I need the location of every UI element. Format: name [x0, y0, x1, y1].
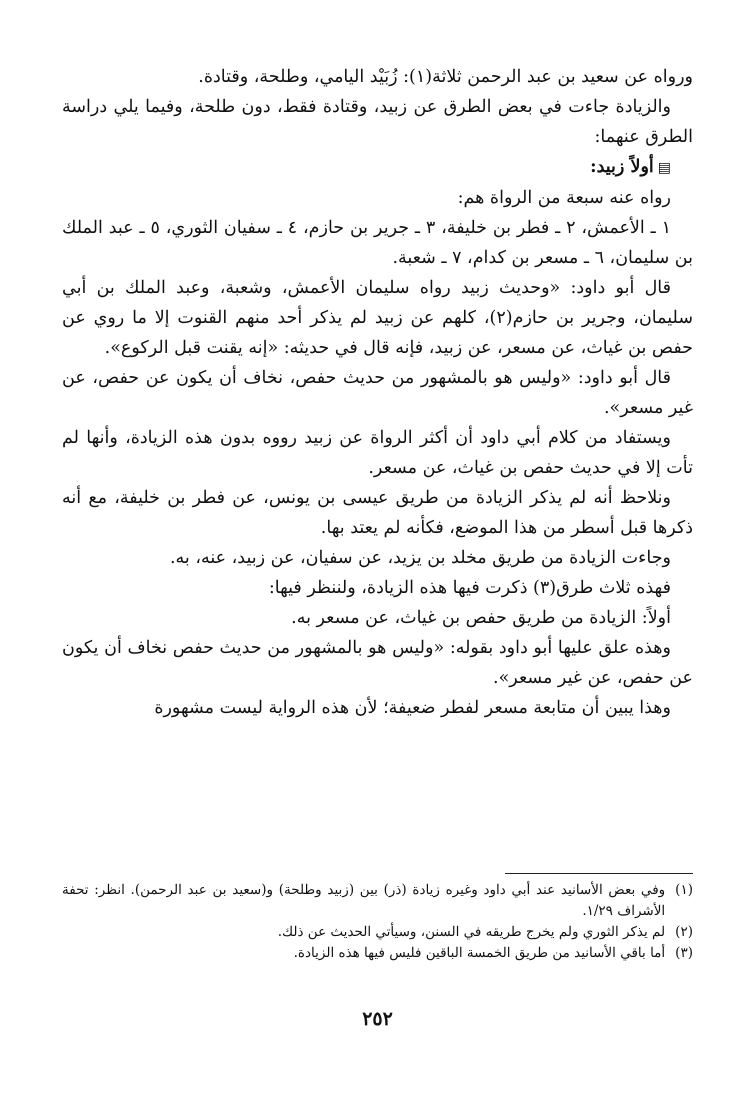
page-number: ٢٥٢ [362, 1008, 393, 1030]
paragraph: ونلاحظ أنه لم يذكر الزيادة من طريق عيسى بن يونس، عن فطر بن خليفة، مع أنه ذكرها قبل أسطر من هذا الموضع، فكأنه لم يعتد بها. [62, 488, 693, 538]
footnote-text: وفي بعض الأسانيد عند أبي داود وغيره زيادة (ذر) بين (زبيد وطلحة) و(سعيد بن عبد الرحمن). انظر: تحفة الأشراف ١/٢٩. [62, 882, 666, 919]
paragraph: ويستفاد من كلام أبي داود أن أكثر الرواة عن زبيد رووه بدون هذه الزيادة، وأنها لم تأت إلا في حديث حفص بن غياث، عن مسعر. [62, 428, 693, 478]
section-heading-text: أولاً زبيد: [590, 157, 654, 177]
footnote-number: (٣) [675, 945, 693, 961]
paragraph: قال أبو داود: «وليس هو بالمشهور من حديث حفص، نخاف أن يكون عن حفص، عن غير مسعر». [62, 368, 693, 418]
paragraph: وهذا يبين أن متابعة مسعر لفطر ضعيفة؛ لأن هذه الرواية ليست مشهورة [154, 698, 671, 718]
book-icon: ▤ [657, 160, 671, 176]
paragraph: ورواه عن سعيد بن عبد الرحمن ثلاثة(١): زُبَيْد اليامي، وطلحة، وقتادة. [198, 67, 693, 87]
section-heading [62, 152, 693, 183]
paragraph: قال أبو داود: «وحديث زبيد رواه سليمان الأعمش، وشعبة، وعبد الملك بن أبي سليمان، وجرير بن حازم(٢)، كلهم عن زبيد لم يذكر أحد منهم القنوت إلا ما روي عن حفص بن غياث، عن مسعر، عن زبيد، فإنه قال في حديثه: «إنه يقنت قبل الركوع». [62, 278, 693, 358]
footnotes [62, 880, 693, 964]
footnote-number: (٢) [675, 924, 693, 940]
footnote [62, 922, 693, 943]
footnote-text: أما باقي الأسانيد من طريق الخمسة الباقين فليس فيها هذه الزيادة. [293, 945, 666, 961]
paragraph: وجاءت الزيادة من طريق مخلد بن يزيد، عن سفيان، عن زبيد، عنه، به. [169, 548, 671, 568]
paragraph: والزيادة جاءت في بعض الطرق عن زبيد، وقتادة فقط، دون طلحة، وفيما يلي دراسة الطرق عنهما: [62, 97, 693, 147]
paragraph: وهذه علق عليها أبو داود بقوله: «وليس هو بالمشهور من حديث حفص نخاف أن يكون عن حفص، عن غير مسعر». [62, 638, 693, 688]
footnote-number: (١) [675, 882, 693, 898]
paragraph: فهذه ثلاث طرق(٣) ذكرت فيها هذه الزيادة، ولننظر فيها: [268, 578, 671, 598]
paragraph-heading: أولاً: الزيادة من طريق حفص بن غياث، عن مسعر به. [291, 608, 671, 628]
footnote [62, 880, 693, 922]
footnote-divider [505, 873, 693, 874]
footnote [62, 943, 693, 964]
footnote-text: لم يذكر الثوري ولم يخرج طريقه في السنن، وسيأتي الحديث عن ذلك. [277, 924, 666, 940]
paragraph: رواه عنه سبعة من الرواة هم: [457, 188, 671, 208]
paragraph: ١ ـ الأعمش، ٢ ـ فطر بن خليفة، ٣ ـ جرير بن حازم، ٤ ـ سفيان الثوري، ٥ ـ عبد الملك بن سليمان، ٦ ـ مسعر بن كدام، ٧ ـ شعبة. [62, 218, 693, 268]
main-text [62, 62, 693, 723]
